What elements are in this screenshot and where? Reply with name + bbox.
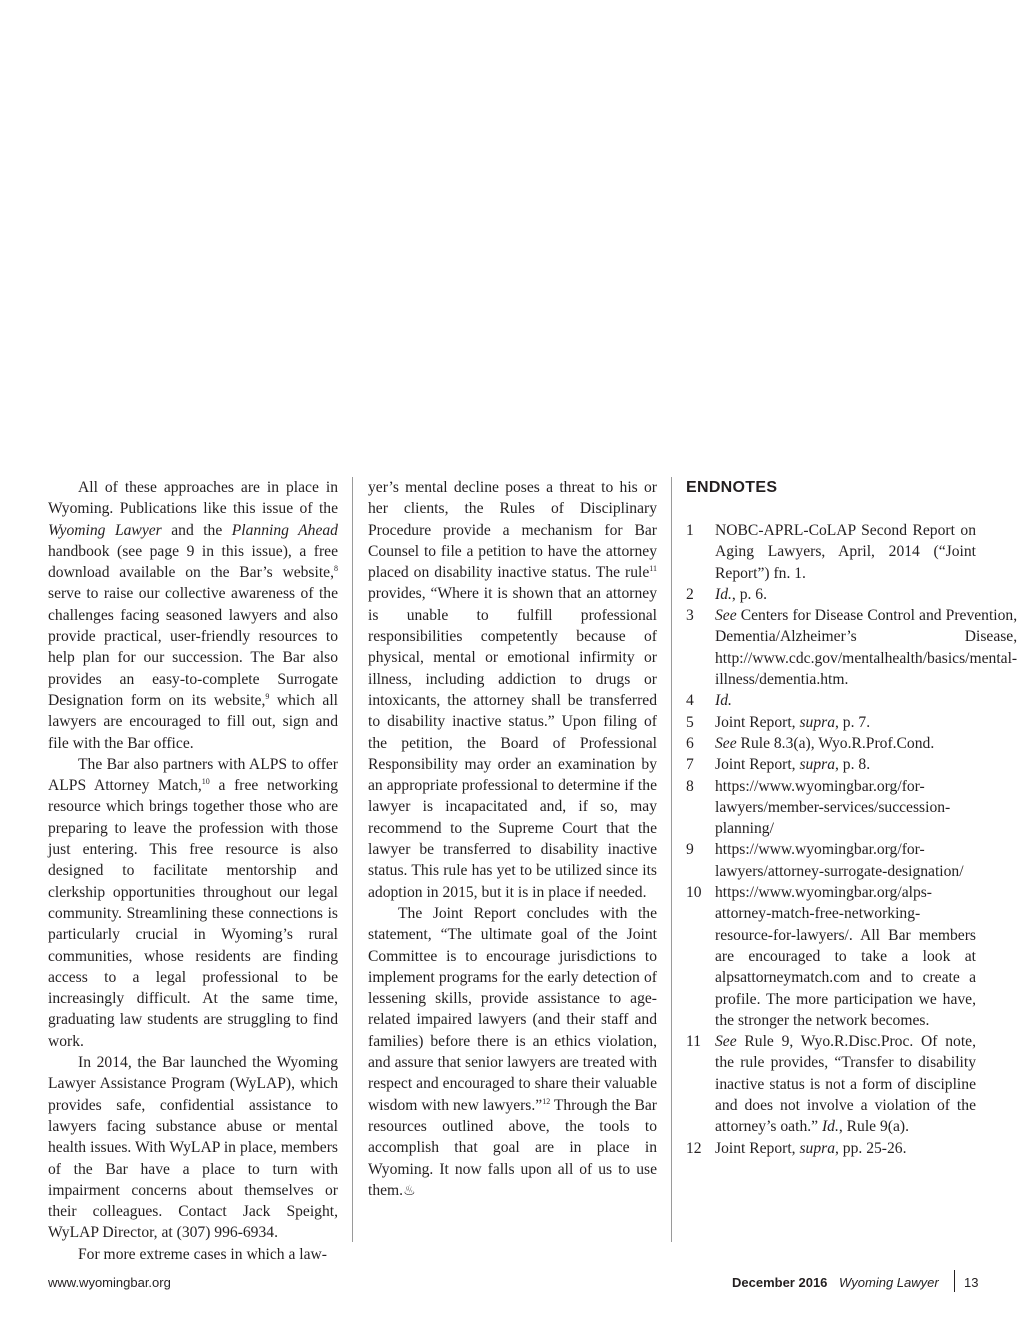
- endnote-number: 8: [686, 777, 694, 795]
- footer-url[interactable]: www.wyomingbar.org: [48, 1275, 171, 1290]
- endnote-text: Joint Report, supra, pp. 25-26.: [715, 1139, 907, 1157]
- endnote-number: 12: [686, 1139, 702, 1157]
- paragraph: In 2014, the Bar launched the Wyoming Lawyer Assistance Program (WyLAP), which provides safe, confidential assistance to lawyers facing substance abuse or mental health issues. With WyLAP in place, members of the Bar have a place to turn with impairment concerns about themselves or their colleagues. Contact Jack Speight, WyLAP Director, at (307) 996-6934.: [48, 1054, 338, 1242]
- endnote-ref: 11: [649, 564, 657, 574]
- endnote-ref: 9: [265, 691, 270, 701]
- endnotes-list: [686, 520, 1018, 1159]
- page-footer: [0, 1270, 1024, 1294]
- endnotes-section: [686, 477, 1018, 1159]
- endnote-item: [686, 605, 1018, 690]
- endnote-number: 2: [686, 585, 694, 603]
- endnote-number: 1: [686, 522, 694, 539]
- endnote-item: [686, 520, 976, 584]
- footer-date: December 2016: [732, 1275, 828, 1290]
- paragraph: For more extreme cases in which a law-: [78, 1245, 327, 1263]
- endnote-number: 3: [686, 607, 694, 625]
- endnote-number: 6: [686, 734, 694, 752]
- endnote-text: https://www.wyomingbar.org/alps-attorney-match-free-networking-resource-for-lawyers/. All Bar members are encouraged to take a look at alpsattorneymatch.com and to create a profile. The more participation we have, the stronger the network becomes.: [715, 884, 976, 1029]
- endnote-text: Id.: [715, 692, 732, 710]
- endnote-text: Joint Report, supra, p. 8.: [715, 756, 871, 774]
- endnote-item: [686, 882, 976, 1031]
- endnote-text: See Rule 8.3(a), Wyo.R.Prof.Cond.: [715, 734, 935, 752]
- endnote-ref: 12: [542, 1096, 551, 1106]
- endnotes-heading: ENDNOTES: [686, 479, 778, 496]
- endnote-item: [686, 776, 976, 840]
- body-column-left: [48, 477, 338, 1265]
- end-mark-icon: ♨: [403, 1183, 416, 1199]
- endnote-ref: 8: [334, 564, 338, 574]
- footer-magazine-title: Wyoming Lawyer: [839, 1275, 939, 1290]
- endnote-item: [686, 1031, 976, 1137]
- endnote-item: [686, 712, 976, 733]
- endnote-item: [686, 584, 976, 605]
- endnote-number: 5: [686, 713, 694, 731]
- endnote-text: NOBC-APRL-CoLAP Second Report on Aging Lawyers, April, 2014 (“Joint Report”) fn. 1.: [715, 522, 976, 582]
- endnote-text: Joint Report, supra, p. 7.: [715, 713, 871, 731]
- endnote-text: https://www.wyomingbar.org/for-lawyers/attorney-surrogate-designation/: [715, 841, 964, 880]
- page-number: 13: [964, 1275, 979, 1290]
- endnote-number: 11: [686, 1033, 702, 1051]
- footer-divider: [954, 1270, 955, 1292]
- column-divider: [352, 477, 353, 1242]
- endnote-ref: 10: [201, 777, 210, 787]
- endnote-item: [686, 733, 976, 754]
- paragraph: The Bar also partners with ALPS to offer ALPS Attorney Match,$^{10}$ a free networking resource which brings together those who are preparing to leave the profession with those just entering. This free resource is also designed to facilitate mentorship and clerkship opportunities throughout our legal community. Streamlining these connections is particularly crucial in Wyoming’s rural communities, whose residents are finding access to a legal professional to be increasingly difficult. At the same time, graduating law students are struggling to find work.: [48, 755, 339, 1050]
- endnote-item: [686, 754, 976, 775]
- endnote-number: 7: [686, 756, 694, 774]
- endnote-text: See Centers for Disease Control and Prevention, Dementia/Alzheimer’s Disease, http://www.cdc.gov/mentalhealth/basics/mental-illness/dementia.htm.: [715, 607, 1018, 689]
- endnote-item: [686, 690, 976, 711]
- paragraph: The Joint Report concludes with the statement, “The ultimate goal of the Joint Committee is to encourage jurisdictions to implement programs for the early detection of lessening skills, provide assistance to age-related impaired lawyers (and their staff and families) before there is an ethics violation, and assure that senior lawyers are treated with respect and encouraged to share their valuable wisdom with new lawyers.”$^{12}$ Through the Bar resources outlined above, the tools to accomplish that goal are in place in Wyoming. It now falls upon all of us to use them.♨: [368, 904, 657, 1199]
- column-divider: [671, 477, 672, 1242]
- paragraph: All of these approaches are in place in Wyoming. Publications like this issue of the Wyoming Lawyer and the Planning Ahead handbook (see page 9 in this issue), a free download available on the Bar’s website,$^8$ serve to raise our collective awareness of the challenges facing seasoned lawyers and also provide practical, user-friendly resources to help plan for our succession. The Bar also provides an easy-to-complete Surrogate Designation form on its website,$^9$ which all lawyers are encouraged to fill out, sign and file with the Bar office.: [48, 479, 338, 752]
- body-column-middle: [368, 477, 657, 1202]
- endnote-item: [686, 1138, 976, 1159]
- endnote-number: 10: [686, 884, 702, 902]
- paragraph: yer’s mental decline poses a threat to his or her clients, the Rules of Disciplinary Procedure provide a mechanism for Bar Counsel to file a petition to have the attorney placed on disability inactive status. The rule$^{11}$ provides, “Where it is shown that an attorney is unable to fulfill professional responsibilities competently because of physical, mental or emotional infirmity or illness, including addiction to drugs or intoxicants, the attorney shall be transferred to disability inactive status.” Upon filing of the petition, the Board of Professional Responsibility may order an examination by an appropriate professional to determine if the lawyer is incapacitated and, if so, may recommend to the Supreme Court that the lawyer be transferred to disability inactive status. This rule has yet to be utilized since its adoption in 2015, but it is in place if needed.: [368, 479, 657, 901]
- endnote-text: https://www.wyomingbar.org/for-lawyers/member-services/succession-planning/: [715, 777, 951, 838]
- endnote-text: See Rule 9, Wyo.R.Disc.Proc. Of note, the rule provides, “Transfer to disability inactive status is not a form of discipline and does not involve a violation of the attorney’s oath.” Id., Rule 9(a).: [715, 1033, 976, 1136]
- endnote-text: Id., p. 6.: [715, 585, 767, 603]
- endnote-number: 4: [686, 692, 694, 710]
- endnote-item: [686, 839, 976, 882]
- endnote-number: 9: [686, 841, 694, 859]
